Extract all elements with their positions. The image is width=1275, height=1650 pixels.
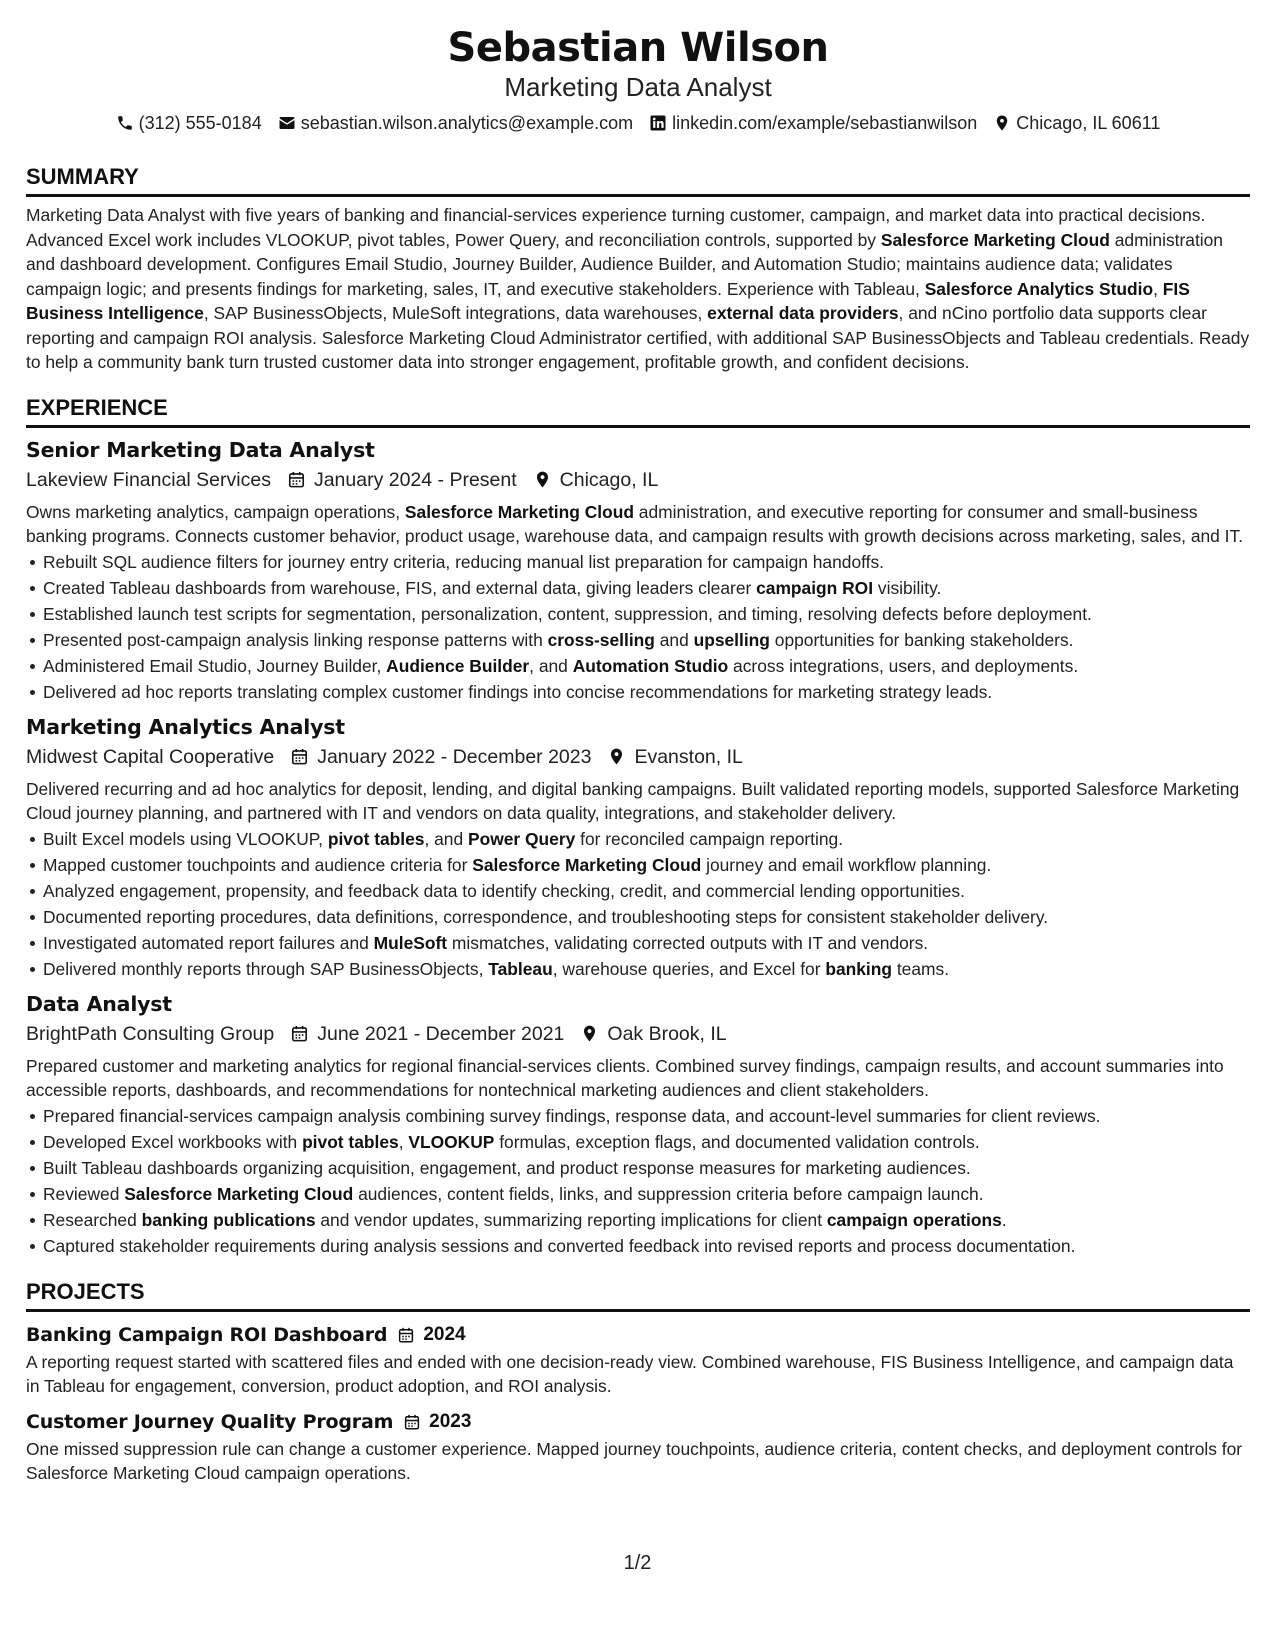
emphasis-text: banking <box>825 958 893 979</box>
bullet-item: Built Tableau dashboards organizing acquisition, engagement, and product response measures for marketing audiences. <box>43 1155 1250 1181</box>
page-number: 1/2 <box>623 1552 652 1574</box>
project-title: Banking Campaign ROI Dashboard <box>26 1323 388 1346</box>
job-location: Evanston, IL <box>634 745 743 768</box>
project-year: 2023 <box>429 1410 472 1432</box>
job-title: Data Analyst <box>26 991 172 1016</box>
emphasis-text: Audience Builder <box>386 655 530 676</box>
contact-phone <box>116 110 262 136</box>
emphasis-text: Salesforce Marketing Cloud <box>404 501 634 522</box>
job-company: BrightPath Consulting Group <box>26 1022 275 1045</box>
calendar-icon <box>403 1413 421 1431</box>
job-bullets <box>26 826 1250 982</box>
contact-email[interactable] <box>278 110 633 136</box>
job-entry <box>26 713 1250 982</box>
project-description: A reporting request started with scattered files and ended with one decision-ready view. Combined warehouse, FIS Business Intelligence, and campaign data in Tableau for engagement, conversion, product adoption, and ROI analysis. <box>26 1351 1234 1396</box>
job-description: Delivered recurring and ad hoc analytics for deposit, lending, and digital banking campaigns. Built validated reporting models, supported Salesforce Marketing Cloud journey planning, and partnered with IT and vendors on data quality, integrations, and stakeholder delivery. <box>26 778 1240 823</box>
resume-page <box>26 22 1250 1486</box>
job-entry <box>26 436 1250 705</box>
bullet-item: Mapped customer touchpoints and audience criteria for Salesforce Marketing Cloud journey and email workflow planning. <box>43 852 1250 878</box>
job-bullets <box>26 549 1250 705</box>
job-bullets <box>26 1103 1250 1259</box>
job-company: Lakeview Financial Services <box>26 468 271 491</box>
bullet-item: Prepared financial-services campaign analysis combining survey findings, response data, and account-level summaries for client reviews. <box>43 1103 1250 1129</box>
job-dates-group <box>287 466 517 494</box>
bullet-item: Documented reporting procedures, data definitions, correspondence, and troubleshooting steps for consistent stakeholder delivery. <box>43 904 1250 930</box>
job-location-group <box>607 743 742 771</box>
job-description: Owns marketing analytics, campaign operations, Salesforce Marketing Cloud administration, and executive reporting for consumer and small-business banking programs. Connects customer behavior, product usage, warehouse data, and campaign results with growth decisions across marketing, sales, and IT. <box>26 501 1244 546</box>
job-dates-group <box>290 743 591 771</box>
bullet-item: Established launch test scripts for segmentation, personalization, content, suppression, and timing, resolving defects before deployment. <box>43 601 1250 627</box>
project-year-group <box>403 1411 471 1433</box>
project-entry <box>26 1322 1250 1399</box>
bullet-item: Delivered monthly reports through SAP BusinessObjects, Tableau, warehouse queries, and Excel for banking teams. <box>43 956 1250 982</box>
bullet-item: Developed Excel workbooks with pivot tables, VLOOKUP formulas, exception flags, and documented validation controls. <box>43 1129 1250 1155</box>
bullet-item: Researched banking publications and vendor updates, summarizing reporting implications for client campaign operations. <box>43 1207 1250 1233</box>
emphasis-text: upselling <box>693 629 770 650</box>
project-header <box>26 1322 1250 1348</box>
emphasis-text: Salesforce Analytics Studio <box>924 278 1154 299</box>
job-meta <box>26 1020 1250 1048</box>
job-meta <box>26 466 1250 494</box>
candidate-name: Sebastian Wilson <box>447 25 829 71</box>
calendar-icon <box>397 1326 415 1344</box>
bullet-item: Administered Email Studio, Journey Builder, Audience Builder, and Automation Studio across integrations, users, and deployments. <box>43 653 1250 679</box>
job-dates-group <box>290 1020 564 1048</box>
emphasis-text: FIS Business Intelligence <box>26 278 1190 323</box>
emphasis-text: Salesforce Marketing Cloud <box>880 229 1110 250</box>
bullet-item: Created Tableau dashboards from warehouse, FIS, and external data, giving leaders clearer campaign ROI visibility. <box>43 575 1250 601</box>
map-pin-icon <box>993 114 1011 132</box>
phone-text: (312) 555-0184 <box>138 113 262 133</box>
phone-icon <box>116 114 134 132</box>
project-year: 2024 <box>423 1323 466 1345</box>
bullet-item: Rebuilt SQL audience filters for journey entry criteria, reducing manual list preparation for campaign handoffs. <box>43 549 1250 575</box>
job-meta <box>26 743 1250 771</box>
emphasis-text: Salesforce Marketing Cloud <box>124 1183 354 1204</box>
emphasis-text: VLOOKUP <box>408 1131 495 1152</box>
emphasis-text: campaign ROI <box>756 577 874 598</box>
bullet-item: Investigated automated report failures and MuleSoft mismatches, validating corrected outputs with IT and vendors. <box>43 930 1250 956</box>
emphasis-text: cross-selling <box>547 629 655 650</box>
calendar-icon <box>290 747 309 766</box>
project-description: One missed suppression rule can change a customer experience. Mapped journey touchpoints, audience criteria, content checks, and deployment controls for Salesforce Marketing Cloud campaign operations. <box>26 1438 1243 1483</box>
job-description: Prepared customer and marketing analytics for regional financial-services clients. Combined survey findings, campaign results, and account summaries into accessible reports, dashboards, and recommendations for nontechnical marketing audiences and client stakeholders. <box>26 1055 1224 1100</box>
job-location: Oak Brook, IL <box>607 1022 727 1045</box>
job-dates: January 2024 - Present <box>313 468 517 491</box>
job-location: Chicago, IL <box>559 468 659 491</box>
emphasis-text: Tableau <box>488 958 553 979</box>
emphasis-text: Automation Studio <box>572 655 729 676</box>
candidate-title: Marketing Data Analyst <box>504 72 772 102</box>
emphasis-text: banking publications <box>141 1209 316 1230</box>
section-divider <box>26 1309 1250 1312</box>
bullet-item: Delivered ad hoc reports translating complex customer findings into concise recommendations for marketing strategy leads. <box>43 679 1250 705</box>
contact-linkedin[interactable] <box>649 110 977 136</box>
calendar-icon <box>290 1024 309 1043</box>
email-text[interactable]: sebastian.wilson.analytics@example.com <box>300 113 634 133</box>
job-dates: January 2022 - December 2023 <box>317 745 592 768</box>
bullet-item: Analyzed engagement, propensity, and feedback data to identify checking, credit, and commercial lending opportunities. <box>43 878 1250 904</box>
project-year-group <box>397 1324 465 1346</box>
project-header <box>26 1409 1250 1435</box>
location-text: Chicago, IL 60611 <box>1016 113 1161 133</box>
project-entry <box>26 1409 1250 1486</box>
project-title: Customer Journey Quality Program <box>26 1410 394 1433</box>
emphasis-text: pivot tables <box>327 828 425 849</box>
job-title: Marketing Analytics Analyst <box>26 714 345 739</box>
emphasis-text: campaign operations <box>826 1209 1002 1230</box>
job-entry <box>26 990 1250 1259</box>
job-location-group <box>580 1020 726 1048</box>
linkedin-text[interactable]: linkedin.com/example/sebastianwilson <box>672 113 978 133</box>
section-heading-experience: EXPERIENCE <box>26 394 168 420</box>
emphasis-text: MuleSoft <box>373 932 448 953</box>
linkedin-icon <box>649 114 667 132</box>
section-divider <box>26 425 1250 428</box>
bullet-item: Reviewed Salesforce Marketing Cloud audiences, content fields, links, and suppression criteria before campaign launch. <box>43 1181 1250 1207</box>
bullet-item: Presented post-campaign analysis linking response patterns with cross-selling and upselling opportunities for banking stakeholders. <box>43 627 1250 653</box>
emphasis-text: external data providers <box>707 303 899 323</box>
emphasis-text: Power Query <box>467 828 576 849</box>
map-pin-icon <box>580 1024 599 1043</box>
bullet-item: Captured stakeholder requirements during analysis sessions and converted feedback into revised reports and process documentation. <box>43 1233 1250 1259</box>
contact-location <box>993 110 1160 136</box>
section-heading-summary: SUMMARY <box>26 164 139 189</box>
calendar-icon <box>287 470 306 489</box>
map-pin-icon <box>607 747 626 766</box>
section-divider <box>26 194 1250 197</box>
section-heading-projects: PROJECTS <box>26 1278 145 1304</box>
job-dates: June 2021 - December 2021 <box>317 1022 565 1045</box>
job-location-group <box>533 466 659 494</box>
bullet-item: Built Excel models using VLOOKUP, pivot tables, and Power Query for reconciled campaign reporting. <box>43 826 1250 852</box>
emphasis-text: pivot tables <box>302 1131 399 1152</box>
contact-bar <box>26 110 1250 136</box>
job-company: Midwest Capital Cooperative <box>26 745 275 768</box>
map-pin-icon <box>533 470 552 489</box>
job-title: Senior Marketing Data Analyst <box>26 437 375 462</box>
emphasis-text: Salesforce Marketing Cloud <box>472 854 702 875</box>
summary-text: Marketing Data Analyst with five years of banking and financial-services experience turning customer, campaign, and market data into practical decisions. Advanced Excel work includes VLOOKUP, pivot tables, Power Query, and reconciliation controls, supported by Salesforce Marketing Cloud administration and dashboard development. Configures Email Studio, Journey Builder, Audience Builder, and Automation Studio; maintains audience data; validates campaign logic; and presents findings for marketing, sales, IT, and executive stakeholders. Experience with Tableau, Salesforce Analytics Studio, FIS Business Intelligence, SAP BusinessObjects, MuleSoft integrations, data warehouses, external data providers, and nCino portfolio data supports clear reporting and campaign ROI analysis. Salesforce Marketing Cloud Administrator certified, with additional SAP BusinessObjects and Tableau credentials. Ready to help a community bank turn trusted customer data into stronger engagement, profitable growth, and confident decisions. <box>26 205 1250 372</box>
envelope-icon <box>278 114 296 132</box>
